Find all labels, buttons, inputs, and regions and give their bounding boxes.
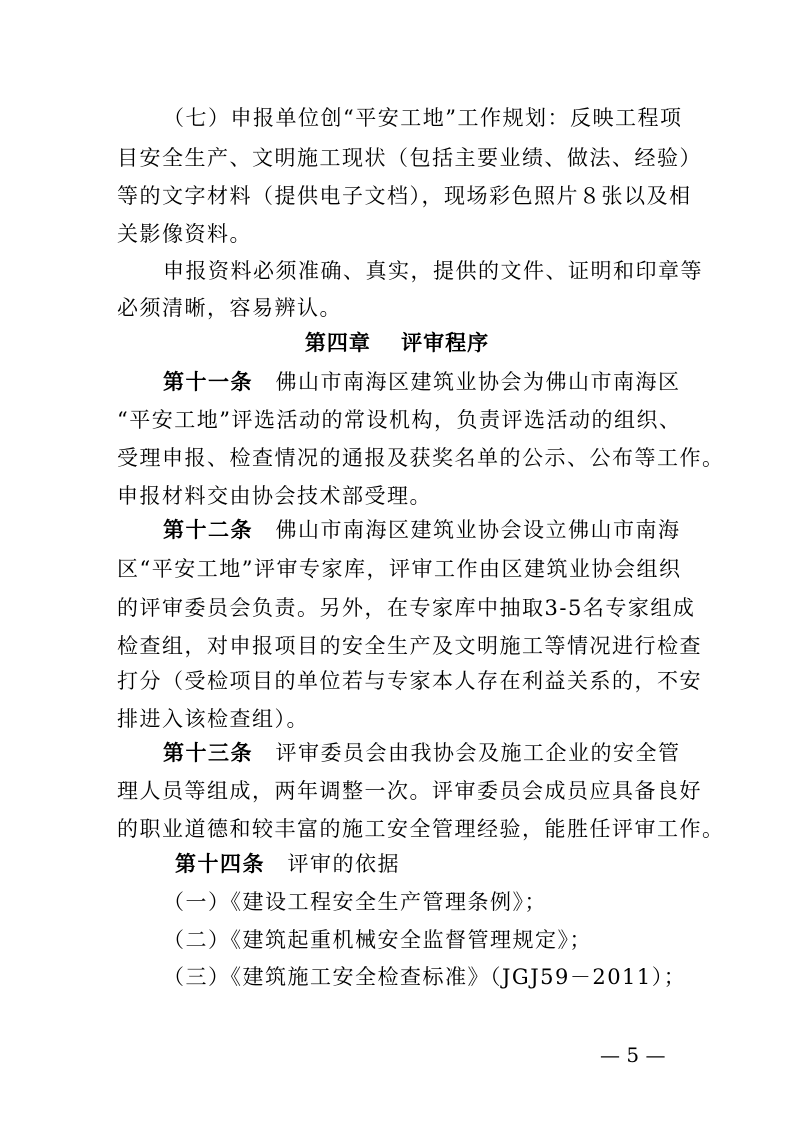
article-12-text-1: 佛山市南海区建筑业协会设立佛山市南海: [253, 518, 681, 542]
basis-item-1: （一）《建设工程安全生产管理条例》；: [163, 890, 547, 914]
basis-item-3: （三）《建筑施工安全检查标准》（JGJ59－2011）；: [163, 965, 687, 989]
article-11-text-1: 佛山市南海区建筑业协会为佛山市南海区: [253, 370, 681, 394]
article-13-text-1: 评审委员会由我协会及施工企业的安全管: [253, 741, 681, 765]
article-13-line-1: [163, 738, 681, 768]
article-11-line-1: [163, 367, 681, 397]
article-12-heading: 第十二条: [163, 517, 253, 542]
article-12-line-6: 排进入该检查组）。: [117, 707, 309, 731]
article-12-line-2: 区“平安工地”评审专家库，评审工作由区建筑业协会组织: [117, 557, 682, 581]
article-14-heading: 第十四条: [175, 851, 265, 876]
para7-line-2: 目安全生产、文明施工现状（包括主要业绩、做法、经验）: [117, 146, 702, 170]
article-13-line-3: 的职业道德和较丰富的施工安全管理经验，能胜任评审工作。: [117, 817, 725, 841]
article-11-line-3: 受理申报、检查情况的通报及获奖名单的公示、公布等工作。: [117, 446, 725, 470]
article-13-heading: 第十三条: [163, 740, 253, 765]
page-number: — 5 —: [600, 1043, 666, 1067]
article-11-heading: 第十一条: [163, 369, 253, 394]
note-line-1: 申报资料必须准确、真实，提供的文件、证明和印章等: [163, 259, 703, 283]
article-14-text-1: 评审的依据: [265, 852, 400, 876]
article-12-line-3: 的评审委员会负责。另外，在专家库中抽取3-5名专家组成: [117, 596, 696, 620]
article-12-line-4: 检查组，对申报项目的安全生产及文明施工等情况进行检查: [117, 634, 702, 658]
article-12-line-5: 打分（受检项目的单位若与专家本人存在利益关系的，不安: [117, 669, 702, 693]
chapter-title: 第四章 评审程序: [304, 330, 490, 355]
article-11-line-2: “平安工地”评选活动的常设机构，负责评选活动的组织、: [117, 408, 682, 432]
article-11-line-4: 申报材料交由协会技术部受理。: [117, 484, 432, 508]
article-13-line-2: 理人员等组成，两年调整一次。评审委员会成员应具备良好: [117, 779, 702, 803]
para7-line-3: 等的文字材料（提供电子文档），现场彩色照片８张以及相: [117, 184, 692, 208]
basis-item-2: （二）《建筑起重机械安全监督管理规定》；: [163, 928, 592, 952]
note-line-2: 必须清晰，容易辨认。: [117, 296, 342, 320]
article-12-line-1: [163, 515, 681, 545]
article-14-line-1: [175, 849, 400, 879]
para7-line-4: 关影像资料。: [117, 222, 252, 246]
para7-line-1: （七）申报单位创“平安工地”工作规划：反映工程项: [163, 106, 683, 130]
